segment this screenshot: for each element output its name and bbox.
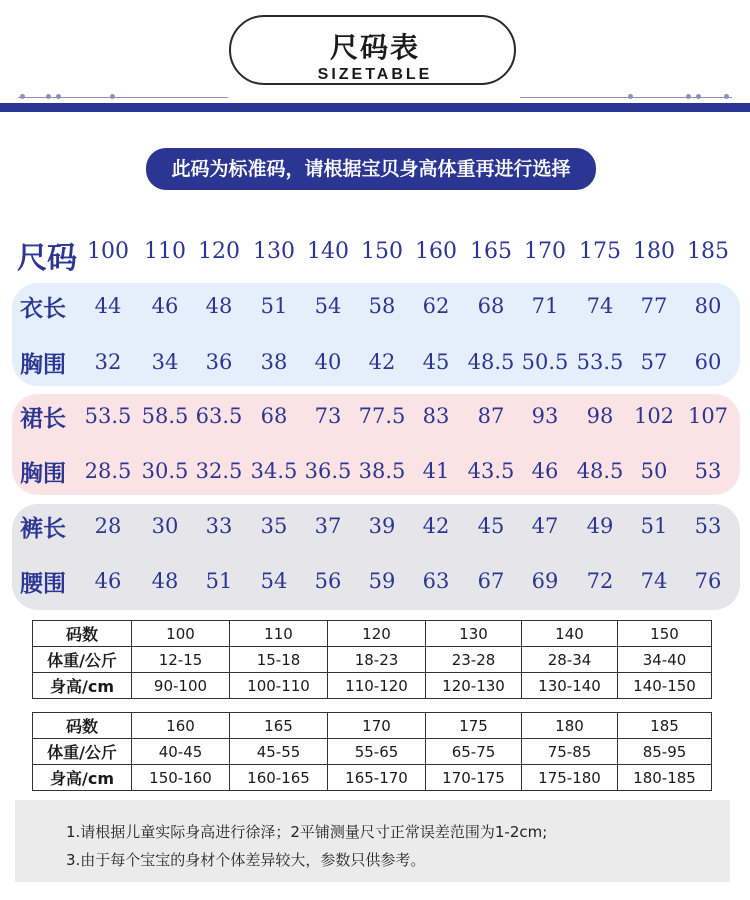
measure-value: 45 [477,514,505,538]
table-cell: 175-180 [522,765,618,791]
table-cell: 140 [522,621,618,647]
measure-value: 50.5 [521,350,569,374]
measure-value: 34 [151,350,179,374]
table-row [33,713,712,739]
measure-row-label: 胸围 [20,461,66,487]
page-subtitle: SIZETABLE [317,66,433,83]
table-row-header: 身高/cm [33,673,132,699]
measure-row-label: 腰围 [20,571,66,597]
table-cell: 120 [328,621,426,647]
table-cell: 110 [230,621,328,647]
measure-value: 58.5 [141,404,189,428]
table-cell: 160-165 [230,765,328,791]
measure-value: 68 [477,294,505,318]
measure-value: 43.5 [467,459,515,483]
measure-value: 51 [640,514,668,538]
measure-value: 48.5 [467,350,515,374]
measure-value: 74 [640,569,668,593]
table-cell: 40-45 [132,739,230,765]
measure-row-label: 衣长 [20,296,66,322]
measure-value: 47 [531,514,559,538]
note-line-1: 1.请根据儿童实际身高进行徐泽；2平铺测量尺寸正常误差范围为1-2cm; [66,823,548,841]
table-cell: 65-75 [426,739,522,765]
size-value: 110 [144,239,186,264]
measure-value: 32.5 [195,459,243,483]
measure-value: 102 [633,404,675,428]
measure-value: 46 [94,569,122,593]
size-value: 160 [415,239,457,264]
table-row-header: 码数 [33,713,132,739]
table-cell: 90-100 [132,673,230,699]
table-row [33,647,712,673]
measure-value: 80 [694,294,722,318]
table-row-header: 体重/公斤 [33,739,132,765]
measure-value: 36.5 [304,459,352,483]
size-value: 180 [633,239,675,264]
measure-value: 54 [260,569,288,593]
size-value: 175 [579,239,621,264]
measure-value: 53 [694,459,722,483]
table-cell: 150-160 [132,765,230,791]
measure-value: 63 [422,569,450,593]
table-cell: 15-18 [230,647,328,673]
measure-value: 51 [205,569,233,593]
table-cell: 165-170 [328,765,426,791]
measure-value: 36 [205,350,233,374]
measure-value: 48 [205,294,233,318]
table-cell: 170-175 [426,765,522,791]
size-value: 170 [524,239,566,264]
reference-table-1 [32,620,712,699]
table-cell: 150 [618,621,712,647]
measure-value: 54 [314,294,342,318]
table-cell: 55-65 [328,739,426,765]
table-cell: 130 [426,621,522,647]
measure-value: 93 [531,404,559,428]
measure-value: 53 [694,514,722,538]
measure-value: 42 [422,514,450,538]
measure-value: 41 [422,459,450,483]
measure-value: 51 [260,294,288,318]
page-title: 尺码表 [329,31,420,64]
measure-value: 71 [531,294,559,318]
table-row-header: 身高/cm [33,765,132,791]
measure-value: 34.5 [250,459,298,483]
measure-value: 48 [151,569,179,593]
table-row [33,673,712,699]
size-value: 100 [87,239,129,264]
table-cell: 110-120 [328,673,426,699]
measure-row-label: 裤长 [20,516,66,542]
measure-value: 68 [260,404,288,428]
measure-value: 38 [260,350,288,374]
table-cell: 180 [522,713,618,739]
measure-value: 62 [422,294,450,318]
measure-value: 38.5 [358,459,406,483]
measure-value: 60 [694,350,722,374]
table-row [33,765,712,791]
measure-value: 53.5 [84,404,132,428]
measure-value: 69 [531,569,559,593]
left-ornament [18,91,228,103]
measure-value: 73 [314,404,342,428]
measure-value: 30.5 [141,459,189,483]
measure-value: 33 [205,514,233,538]
header-divider [0,103,750,112]
measure-value: 30 [151,514,179,538]
measure-value: 53.5 [576,350,624,374]
table-row [33,621,712,647]
measure-value: 63.5 [195,404,243,428]
table-cell: 12-15 [132,647,230,673]
table-cell: 140-150 [618,673,712,699]
measure-value: 42 [368,350,396,374]
measure-value: 50 [640,459,668,483]
size-row-label: 尺码 [17,241,77,276]
table-cell: 165 [230,713,328,739]
measure-value: 67 [477,569,505,593]
measure-value: 39 [368,514,396,538]
measure-value: 83 [422,404,450,428]
table-cell: 45-55 [230,739,328,765]
measure-value: 57 [640,350,668,374]
table-cell: 185 [618,713,712,739]
table-cell: 34-40 [618,647,712,673]
measure-value: 37 [314,514,342,538]
measure-value: 87 [477,404,505,428]
table-cell: 130-140 [522,673,618,699]
table-cell: 18-23 [328,647,426,673]
measure-row-label: 裙长 [20,406,66,432]
size-value: 140 [307,239,349,264]
notes-box [15,800,730,882]
size-value: 130 [253,239,295,264]
measure-value: 72 [586,569,614,593]
table-row-header: 体重/公斤 [33,647,132,673]
measure-value: 107 [687,404,729,428]
table-row [33,739,712,765]
measure-value: 76 [694,569,722,593]
measure-value: 48.5 [576,459,624,483]
measure-value: 46 [151,294,179,318]
measure-value: 58 [368,294,396,318]
size-value: 150 [361,239,403,264]
measure-value: 77 [640,294,668,318]
measure-value: 74 [586,294,614,318]
table-cell: 28-34 [522,647,618,673]
measure-value: 45 [422,350,450,374]
table-cell: 23-28 [426,647,522,673]
measure-value: 28 [94,514,122,538]
table-cell: 175 [426,713,522,739]
measure-value: 44 [94,294,122,318]
measure-value: 98 [586,404,614,428]
measure-value: 49 [586,514,614,538]
size-value: 185 [687,239,729,264]
note-line-2: 3.由于每个宝宝的身材个体差异较大，参数只供参考。 [66,851,426,869]
measure-value: 35 [260,514,288,538]
reference-table-2 [32,712,712,791]
table-cell: 180-185 [618,765,712,791]
measure-value: 32 [94,350,122,374]
measure-value: 28.5 [84,459,132,483]
table-cell: 75-85 [522,739,618,765]
measure-value: 40 [314,350,342,374]
measure-value: 77.5 [358,404,406,428]
table-cell: 120-130 [426,673,522,699]
table-row-header: 码数 [33,621,132,647]
measure-value: 56 [314,569,342,593]
table-cell: 85-95 [618,739,712,765]
measure-value: 46 [531,459,559,483]
table-cell: 160 [132,713,230,739]
measure-value: 59 [368,569,396,593]
size-value: 165 [470,239,512,264]
right-ornament [520,91,732,103]
table-cell: 100-110 [230,673,328,699]
measure-row-label: 胸围 [20,352,66,378]
instruction-banner: 此码为标准码，请根据宝贝身高体重再进行选择 [146,148,596,190]
table-cell: 100 [132,621,230,647]
table-cell: 170 [328,713,426,739]
size-value: 120 [198,239,240,264]
